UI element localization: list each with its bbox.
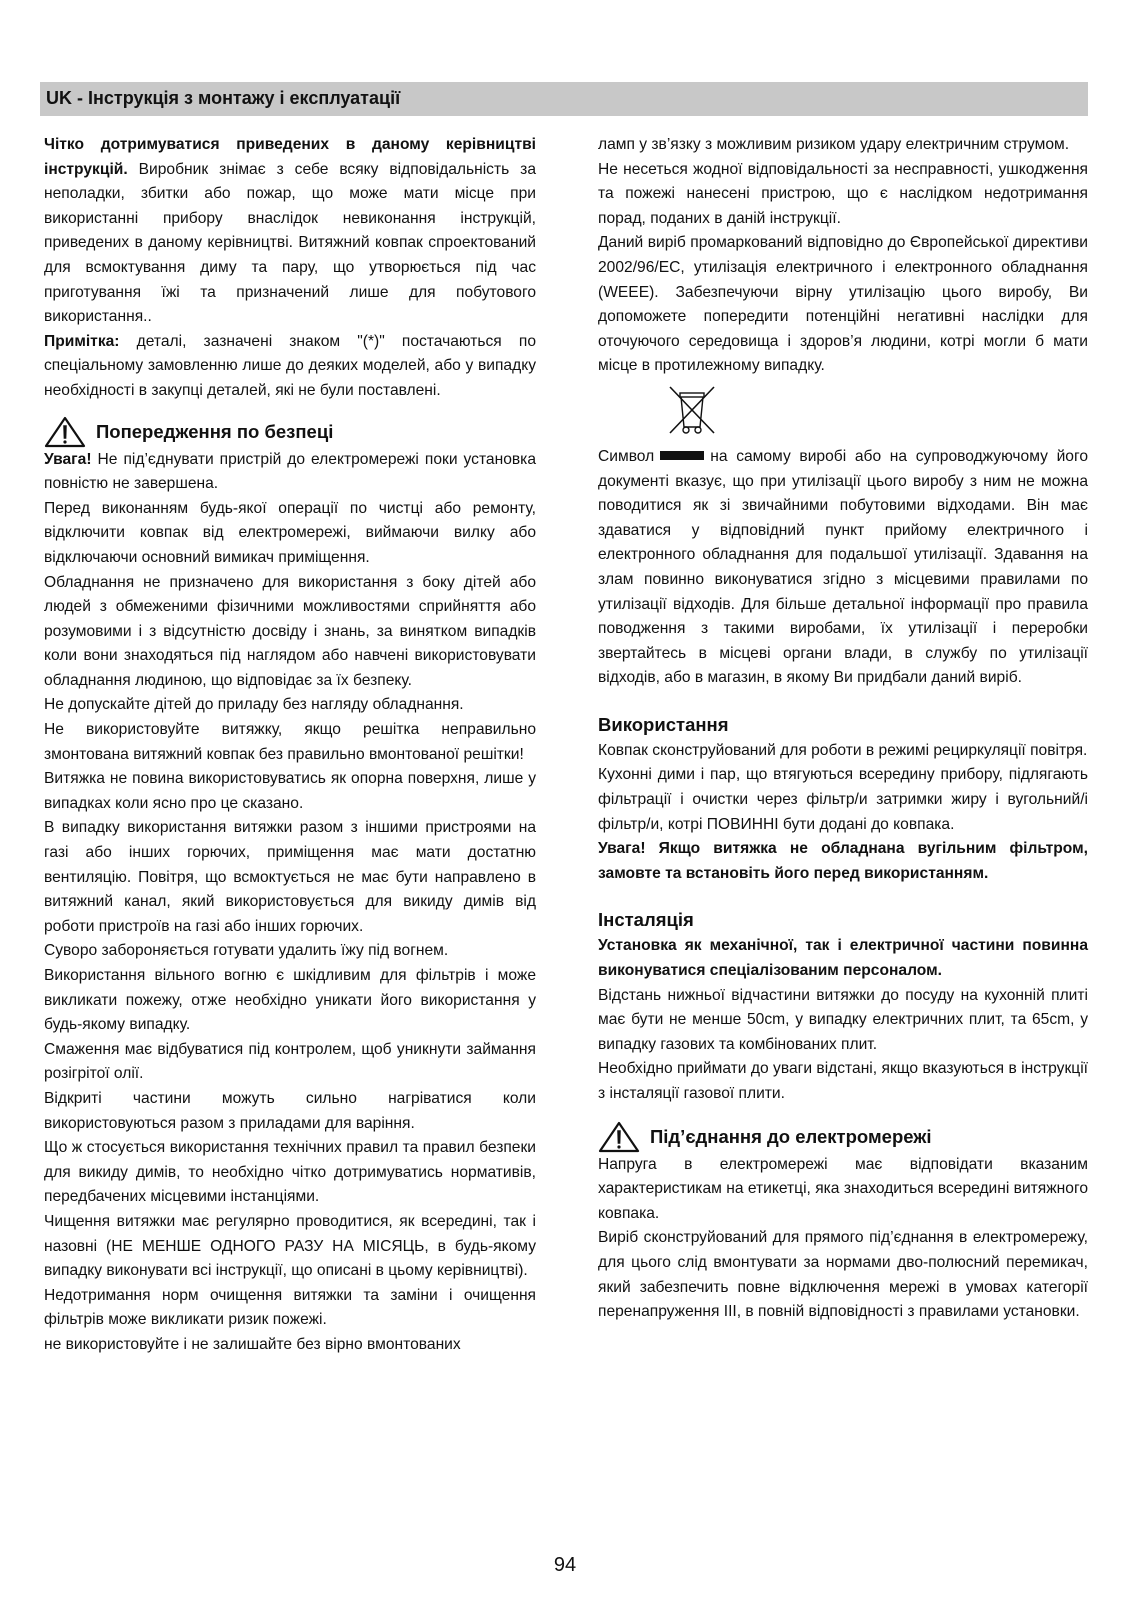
install-paragraph: Необхідно приймати до уваги відстані, якщо вказуються в інструкції з інсталяції газової плити. [598, 1060, 1088, 1102]
safety-paragraph: Що ж стосується використання технічних правил та правил безпеки для викиду димів, то необхідно чітко дотримуватись нормативів, передбачених місцевими інстанціями. [44, 1139, 536, 1206]
safety-paragraph: Перед виконанням будь-якої операції по чистці або ремонту, відключити ковпак від електромережі, виймаючи вилку або відключаючи основний вимикач приміщення. [44, 499, 536, 566]
intro-paragraph [44, 133, 536, 330]
safety-heading: Попередження по безпеці [96, 420, 334, 442]
crossed-out-bin-icon [666, 383, 718, 437]
body-paragraph: Даний виріб промаркований відповідно до Європейської директиви 2002/96/EC, утилізація електричного і електронного обладнання (WEEE). Забезпечуючи вірну утилізацію цього виробу, Ви допоможете попередити потенційні негативні наслідки для оточуючого середовища і здоров’я людини, котрі могли б мати місце в протилежному випадку. [598, 234, 1088, 375]
black-bar-symbol-icon [660, 451, 704, 460]
warning-label: Увага! [44, 450, 92, 468]
connect-paragraph: Виріб сконструйований для прямого під’єднання в електромережу, для цього слід вмонтувати за нормами дво-полюсний перемикач, який забезпечить повне відключення мережі в умовах категорії перенапруження III, в повній відповідності з правилами установки. [598, 1229, 1088, 1321]
connect-heading: Під’єднання до електромережі [650, 1125, 932, 1147]
page-number: 94 [553, 1554, 577, 1576]
note-paragraph [44, 330, 536, 404]
install-paragraph: Відстань нижньої відчастини витяжки до посуду на кухонній плиті має бути не менше 50cm, у випадку електричних плит, та 65cm, у випадку газових та комбінованих плит. [598, 986, 1088, 1053]
intro-bold: Чітко дотримуватися приведених в даному керівництві інструкцій. [44, 136, 536, 178]
connect-paragraph: Напруга в електромережі має відповідати вказаним характеристикам на етикетці, яка знаходиться всередині витяжного ковпака. [598, 1155, 1088, 1222]
usage-paragraph: Ковпак сконструйований для роботи в режимі рециркуляції повітря. [598, 741, 1088, 759]
usage-paragraph: Кухонні дими і пар, що втягуються всередину прибору, підлягають фільтрації і очистки через фільтр/и затримки жиру і вугольний/і фільтр/и, котрі ПОВИННІ бути додані до ковпака. [598, 766, 1088, 833]
safety-heading-row [44, 416, 536, 448]
warning-triangle-icon [44, 416, 86, 448]
note-text: деталі, зазначені знаком "(*)" постачаються по спеціальному замовленню лише до деяких моделей, або у випадку необхідності в закупці деталей, які не були поставлені. [44, 332, 536, 399]
symbol-paragraph [598, 445, 1088, 691]
safety-paragraph: не використовуйте і не залишайте без вірно вмонтованих [44, 1335, 461, 1353]
connect-heading-row [598, 1121, 1088, 1153]
intro-text: Виробник знімає з себе всяку відповідальність за неполадки, збитки або пожар, що може мати місце при використанні прибору внаслідок невиконання інструкцій, приведених в даному керівництві. Витяжний ковпак спроектований для всмоктування диму та пару, що утворюється під час приготування їжі та призначений лише для побутового використання.. [44, 160, 536, 326]
usage-heading: Використання [598, 713, 729, 735]
safety-paragraph: Не використовуйте витяжку, якщо решітка неправильно змонтована витяжний ковпак без правильно вмонтованої решітки! [44, 721, 536, 763]
install-heading: Інсталяція [598, 909, 694, 931]
symbol-text-before: Символ [598, 447, 655, 465]
left-column [44, 133, 536, 1358]
body-paragraph: ламп у зв’язку з можливим ризиком удару електричним струмом. [598, 136, 1070, 153]
safety-paragraph: Недотримання норм очищення витяжки та заміни і очищення фільтрів може викликати ризик пожежі. [44, 1286, 536, 1329]
body-paragraph: Не несеться жодної відповідальності за несправності, ушкодження та пожежі нанесені пристрою, що є наслідком недотримання порад, поданих в даній інструкції. [598, 160, 1088, 227]
install-bold: Установка як механічної, так і електричної частини повинна виконуватися спеціалізованим персоналом. [598, 937, 1088, 980]
safety-paragraph: Смаження має відбуватися під контролем, щоб уникнути займання розігрітої олії. [44, 1040, 536, 1083]
safety-paragraph: В випадку використання витяжки разом з іншими пристроями на газі або інших горючих, приміщення має мати достатню вентиляцію. Повітря, що всмоктується не має бути направлено в витяжний канал, який використовується для викиду димів від роботи пристроїв на газі або інших горючих. [44, 819, 536, 935]
safety-paragraph: Не допускайте дітей до приладу без нагляду обладнання. [44, 696, 464, 714]
section-title: UK - Інструкція з монтажу і експлуатації [46, 88, 401, 108]
safety-paragraph: Використання вільного вогню є шкідливим для фільтрів і може викликати пожежу, отже необхідно уникати його використання у будь-якому випадку. [44, 967, 536, 1034]
warning-text: Не під’єднувати пристрій до електромережі поки установка повністю не завершена. [44, 450, 536, 493]
right-column [598, 133, 1088, 1325]
warning-triangle-icon [598, 1121, 640, 1153]
safety-paragraph: Чищення витяжки має регулярно проводитися, як всередині, так і назовні (НЕ МЕНШЕ ОДНОГО РАЗУ НА МІСЯЦЬ, в будь-якому випадку виконувати всі інструкції, що описані в цьому керівництві). [44, 1212, 536, 1280]
safety-paragraph: Обладнання не призначено для використання з боку дітей або людей з обмеженими фізичними можливостями сприйняття або розумовими і з відсутністю досвіду і знань, за винятком випадків коли вони знаходяться під наглядом або навчені використовувати обладнання людиною, що відповідає за їх безпеку. [44, 573, 536, 689]
symbol-text-after: на самому виробі або на супроводжуючому його документі вказує, що при утилізації цього виробу з ним не можна поводитися як зі звичайними побутовими відходами. Він має здаватися у відповідний пункт прийому електричного і електронного обладнання для подальшої утилізації. Здавання на злам повинно виконуватися згідно з місцевими правилами по утилізації відходів. Для більше детальної інформації про правила поводження з такими виробами, їх утилізації і переробки звертайтесь в місцеві органи влади, в службу по утилізації відходів, або в магазин, в якому Ви придбали даний виріб. [598, 447, 1088, 687]
safety-paragraph: Витяжка не повина використовуватись як опорна поверхня, лише у випадках коли ясно про це сказано. [44, 770, 536, 812]
warning-paragraph [44, 448, 536, 497]
section-header [40, 82, 1088, 116]
safety-paragraph: Відкриті частини можуть сильно нагріватися коли використовуються разом з приладами для варіння. [44, 1089, 536, 1132]
note-label: Примітка: [44, 332, 120, 350]
safety-paragraph: Суворо забороняється готувати удалить їжу під вогнем. [44, 942, 449, 960]
usage-warning: Увага! Якщо витяжка не обладнана вугільним фільтром, замовте та встановіть його перед використанням. [598, 840, 1088, 882]
